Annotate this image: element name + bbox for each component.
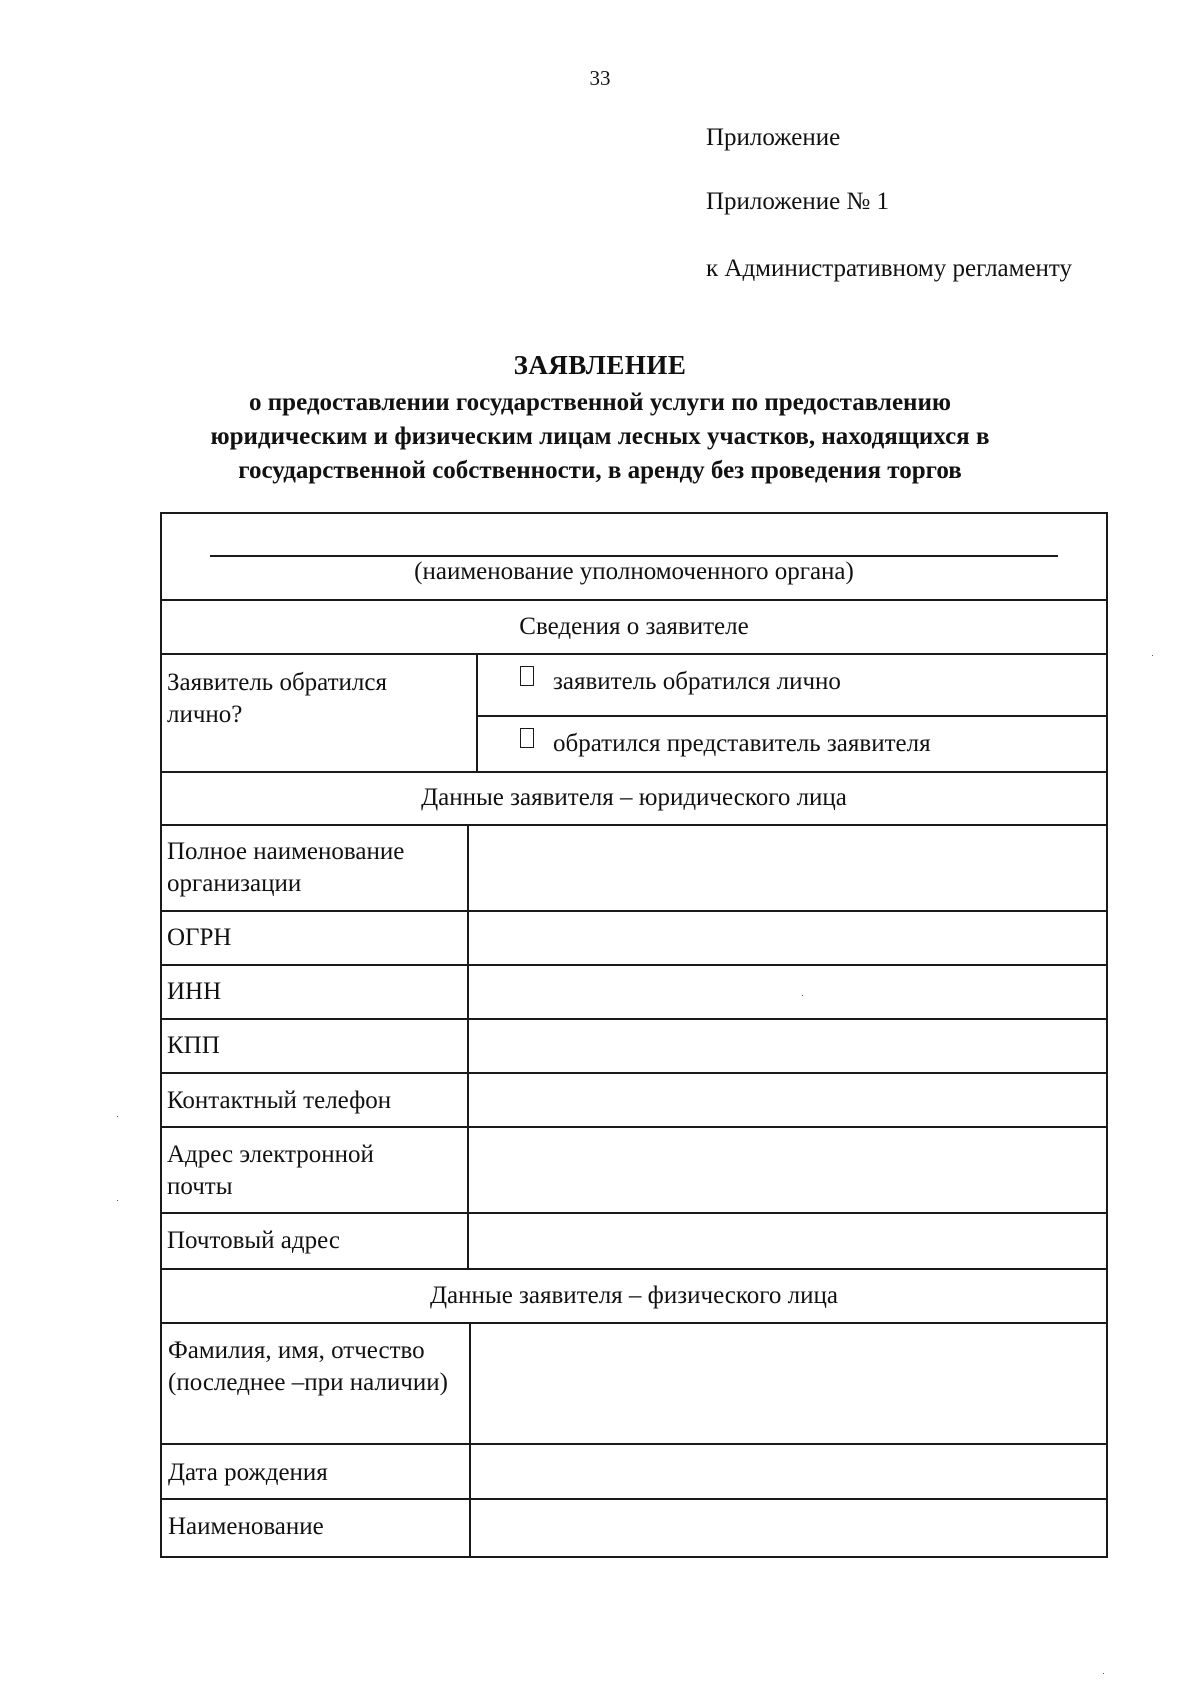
document-title: ЗАЯВЛЕНИЕ <box>513 350 687 380</box>
row-divider <box>160 1268 1106 1270</box>
inn-input[interactable] <box>469 966 1105 1018</box>
row-divider <box>160 771 1106 773</box>
scan-speck <box>1103 1673 1104 1674</box>
individual-row-label: Дата рождения <box>168 1459 328 1486</box>
ogrn-input[interactable] <box>469 912 1105 964</box>
checkbox-personal[interactable] <box>520 666 534 686</box>
legal-row-label: Адрес электронной почты <box>167 1141 374 1200</box>
document-subtitle: о предоставлении государственной услуги по предоставлению юридическим и физическим лицам лесных участков, находящихся в государственной собственности, в аренду без проведения торгов <box>210 389 990 484</box>
legal-row-label: Контактный телефон <box>167 1087 392 1114</box>
individual-row-label: Наименование <box>168 1513 324 1540</box>
table-border-left <box>160 512 162 1558</box>
legal-row-label: Полное наименование организации <box>167 838 405 897</box>
appendix-number: Приложение № 1 <box>706 188 890 215</box>
individual-header: Данные заявителя – физического лица <box>429 1282 838 1309</box>
legal-row-label: Почтовый адрес <box>167 1227 340 1254</box>
authority-caption: (наименование уполномоченного органа) <box>414 558 854 585</box>
row-divider <box>160 599 1106 601</box>
email-input[interactable] <box>469 1128 1105 1212</box>
appendix-label: Приложение <box>706 124 841 151</box>
table-border-bottom <box>160 1556 1108 1558</box>
page-number: 33 <box>589 66 611 90</box>
full-name-person-input[interactable] <box>471 1324 1105 1442</box>
legal-row-label: КПП <box>167 1032 220 1059</box>
table-border-right <box>1106 512 1108 1558</box>
legal-row-label: ИНН <box>167 978 222 1005</box>
applied-personally-label: Заявитель обратился лично? <box>167 669 387 728</box>
scan-speck <box>802 995 803 996</box>
scan-speck <box>1152 655 1153 656</box>
legal-row-label: ОГРН <box>167 924 232 951</box>
legal-entity-header: Данные заявителя – юридического лица <box>421 784 847 811</box>
applicant-info-header: Сведения о заявителе <box>519 613 749 640</box>
kpp-input[interactable] <box>469 1020 1105 1072</box>
birth-date-input[interactable] <box>471 1445 1105 1497</box>
option-personal-label: заявитель обратился лично <box>553 668 841 695</box>
row-divider <box>476 715 1106 717</box>
table-border-top <box>160 512 1106 514</box>
checkbox-representative[interactable] <box>520 728 534 748</box>
column-divider <box>476 653 478 772</box>
individual-row-label: Фамилия, имя, отчество (последнее –при наличии) <box>168 1337 448 1396</box>
full-name-input[interactable] <box>469 826 1105 910</box>
postal-address-input[interactable] <box>469 1214 1105 1268</box>
name-input[interactable] <box>471 1500 1105 1555</box>
scan-speck <box>117 1116 118 1117</box>
scan-speck <box>117 1200 118 1201</box>
phone-input[interactable] <box>469 1074 1105 1126</box>
appendix-reference: к Административному регламенту <box>706 255 1073 282</box>
row-divider <box>160 653 1106 655</box>
option-representative-label: обратился представитель заявителя <box>553 730 931 757</box>
